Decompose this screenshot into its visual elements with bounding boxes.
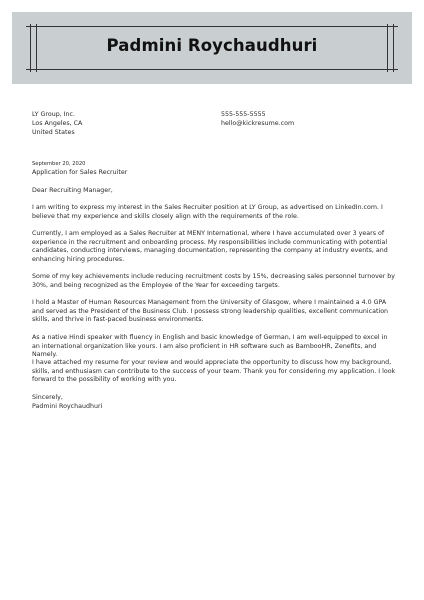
paragraph-achievements: Some of my key achievements include reducing recruitment costs by 15%, decreasing sales personnel turnover by 30%, and being recognized as the Employee of the Year for exceeding targets.	[32, 273, 396, 289]
sender-address	[32, 110, 82, 137]
paragraph-languages: As a native Hindi speaker with fluency in English and basic knowledge of German, I am well-equipped to excel in an international organization like yours. I am also proficient in HR software such as BambooHR, Zenefits, and Namely.	[32, 334, 388, 359]
paragraph-experience: Currently, I am employed as a Sales Recruiter at MENY International, where I have accumulated over 3 years of experience in the recruitment and onboarding process. My responsibilities include communicating with potential candidates, conducting interviews, managing documentation, representing the company at industry events, and enhancing hiring procedures.	[32, 230, 388, 264]
frame-bottom-line	[26, 69, 398, 70]
paragraph-languages-wrap	[32, 334, 396, 360]
letter-salutation: Dear Recruiting Manager,	[32, 187, 113, 194]
paragraph-closing: I have attached my resume for your review and would appreciate the opportunity to discuss how my background, skills, and enthusiasm can contribute to the success of your team. Thank you for considering my application. I look forward to the possibility of working with you.	[32, 359, 396, 384]
paragraph-achievements-wrap	[32, 273, 396, 290]
applicant-name: Padmini Roychaudhuri	[106, 36, 318, 55]
sender-email: hello@kickresume.com	[221, 120, 295, 127]
letter-date: September 20, 2020	[32, 161, 86, 167]
sender-company: LY Group, Inc.	[32, 111, 76, 118]
sender-country: United States	[32, 129, 75, 136]
letter-subject: Application for Sales Recruiter	[32, 168, 128, 176]
sender-contact	[221, 110, 294, 128]
letter-signoff	[32, 394, 396, 411]
letter-meta	[32, 160, 396, 177]
paragraph-intro: I am writing to express my interest in the Sales Recruiter position at LY Group, as advertised on LinkedIn.com. I believe that my experience and skills closely align with the requirements of the role.	[32, 204, 383, 220]
closing-phrase: Sincerely,	[32, 394, 63, 401]
paragraph-experience-wrap	[32, 230, 396, 265]
sender-phone: 555-555-5555	[221, 111, 266, 118]
paragraph-education: I hold a Master of Human Resources Management from the University of Glasgow, where I maintained a 4.0 GPA and served as the President of the Business Club. I possess strong leadership qualities, excellent communication skills, and thrive in fast-paced business environments.	[32, 299, 389, 324]
header-banner	[12, 12, 412, 84]
frame-top-line	[26, 26, 398, 27]
signature-name: Padmini Roychaudhuri	[32, 402, 103, 410]
paragraph-education-wrap	[32, 299, 396, 325]
letter-body	[32, 204, 396, 221]
paragraph-closing-wrap	[32, 359, 396, 385]
sender-city: Los Angeles, CA	[32, 120, 83, 127]
